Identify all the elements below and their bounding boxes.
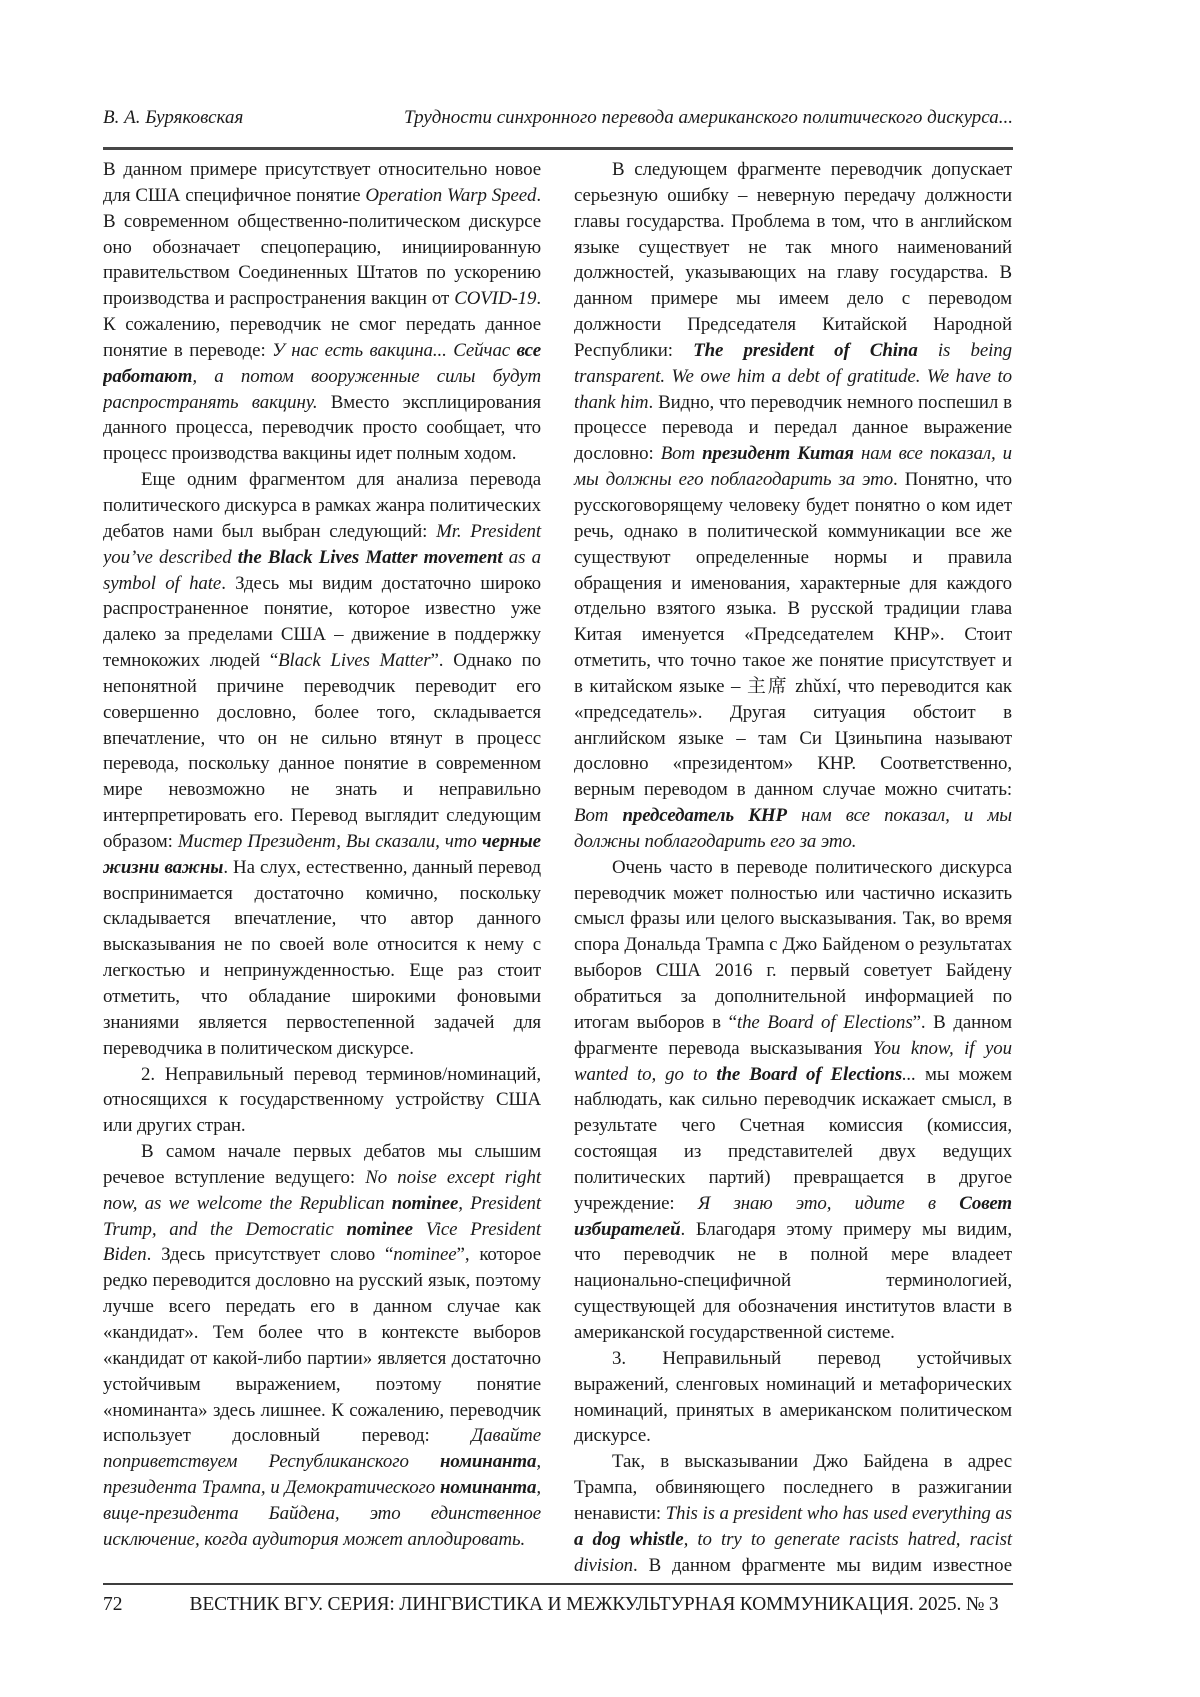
text-run: . Благодаря этому примеру мы видим, что переводчик не в полной мере владеет национально-специфичной терминологией, существующей для обозначения институтов власти в американской государственной системе. — [574, 1218, 1012, 1343]
text-run: , to try to generate racists hatred, racist division — [574, 1528, 1012, 1576]
paragraph — [574, 855, 1012, 1346]
text-run: Operation Warp Speed — [365, 184, 537, 206]
text-run: You know, if you wanted to, go to — [574, 1037, 1013, 1085]
paragraph — [103, 1062, 541, 1140]
text-run: nominee — [391, 1192, 459, 1214]
right-column — [574, 157, 1012, 1579]
text-run: ”, которое редко переводится дословно на русский язык, поэтому лучше всего передать его в данном случае как «кандидат». Тем более что в контексте выборов «кандидат от какой-либо партии» является достаточно устойчивым выражением, поэтому понятие «номинанта» здесь лишнее. К сожалению, переводчик использует дословный перевод: — [103, 1244, 541, 1447]
text-run: черные жизни важны — [103, 830, 541, 878]
text-run: Вот — [574, 805, 623, 827]
text-run: 3. Неправильный перевод устойчивых выражений, сленговых номинаций и метафорических номинаций, принятых в американском политическом дискурсе. — [574, 1347, 1012, 1447]
text-run: мы можем наблюдать, как сильно переводчик искажает смысл, в результате чего Счетная комиссия (комиссия, состоящая из представителей двух ведущих политических партий) превращается в другое учреждение: — [574, 1063, 1013, 1214]
text-run: . В данном фрагменте мы видим известное — [633, 1554, 1012, 1576]
text-run: . На слух, естественно, данный перевод воспринимается достаточно комично, поскольку складывается впечатление, что автор данного высказывания не по своей воле относится к нему с легкостью и непринужденностью. Еще раз стоит отметить, что обладание широкими фоновыми знаниями является первостепенной задачей для переводчика в политическом дискурсе. — [103, 856, 541, 1059]
text-run: Еще одним фрагментом для анализа перевода политического дискурса в рамках жанра политических дебатов нами был выбран следующий: — [103, 469, 541, 542]
text-run: as a symbol of hate — [103, 546, 541, 594]
text-run: председатель КНР — [622, 805, 787, 827]
text-run: Black Lives Matter — [278, 650, 431, 672]
text-run: COVID-19 — [454, 288, 537, 310]
text-run: , а потом вооруженные силы будут распространять вакцину. — [103, 365, 541, 413]
text-run: В данном примере присутствует относительно новое для США специфичное понятие — [103, 159, 541, 206]
text-run: Давайте поприветствуем Республиканского — [103, 1425, 541, 1473]
text-run: Мистер Президент, Вы сказали, что — [177, 830, 482, 852]
text-run: the Black Lives Matter movement — [237, 546, 503, 568]
text-run: . В современном общественно-политическом дискурсе оно обозначает спецоперацию, инициированную правительством Соединенных Штатов по ускорению производства и распространения вакцин от — [103, 184, 541, 310]
text-run: . Понятно, что русскоговорящему человеку будет понятно о ком идет речь, однако в политической коммуникации все же существуют определенные нормы и правила обращения и именования, характерные для каждого отдельно взятого языка. В русской традиции глава Китая именуется «Председателем КНР». Стоит отметить, что точно такое же понятие присутствует и в китайском языке – 主席 zhǔxí, что переводится как «председатель». Другая ситуация обстоит в английском языке – там Си Цзиньпина называют дословно «президентом» КНР. Соответственно, верным переводом в данном случае можно считать: — [574, 469, 1012, 801]
text-run: ”. Однако по непонятной причине переводчик переводит его совершенно дословно, более того, складывается впечатление, что он не сильно втянут в процесс перевода, поскольку данное понятие в современном мире невозможно не знать и неправильно интерпретировать его. Перевод выглядит следующим образом: — [103, 650, 541, 852]
footer-rule — [103, 1583, 1013, 1585]
text-run: the Board of Elections — [716, 1063, 903, 1085]
text-run: все работают — [103, 339, 542, 387]
text-run: президент Китая — [702, 443, 854, 465]
journal-title-line: ВЕСТНИК ВГУ. СЕРИЯ: ЛИНГВИСТИКА И МЕЖКУЛЬТУРНАЯ КОММУНИКАЦИЯ. 2025. № 3 — [189, 1594, 999, 1615]
running-footer — [103, 1592, 1013, 1618]
paragraph — [574, 1346, 1012, 1449]
paragraph — [103, 1139, 541, 1553]
page-number: 72 — [103, 1594, 123, 1615]
author-name: В. А. Буряковская — [103, 107, 244, 128]
text-run: . К сожалению, переводчик не смог передать данное понятие в переводе: — [103, 288, 541, 361]
running-header — [103, 106, 1013, 130]
text-run: У нас есть вакцина... Сейчас — [272, 339, 517, 361]
text-run: . Здесь присутствует слово “ — [146, 1244, 394, 1266]
left-column — [103, 157, 541, 1579]
text-run: nominee — [346, 1218, 413, 1240]
paragraph — [103, 467, 541, 1061]
text-run: Очень часто в переводе политического дискурса переводчик может полностью или частично исказить смысл фразы или целого высказывания. Так, во время спора Дональда Трампа с Джо Байденом о результатах выборов США 2016 г. первый советует Байдену обратиться за дополнительной информацией по итогам выборов в “ — [574, 856, 1012, 1033]
text-run: the Board of Elections — [736, 1011, 913, 1033]
text-run: номинанта — [440, 1477, 537, 1499]
text-run: Совет избирателей — [574, 1192, 1012, 1240]
article-body — [103, 157, 1013, 1579]
text-run: , президента Трампа, и Демократического — [103, 1451, 541, 1499]
text-run: нам все показал, и мы должны поблагодарить его за это. — [574, 805, 1012, 852]
text-run: a dog whistle — [574, 1528, 684, 1550]
text-run: В самом начале первых дебатов мы слышим речевое вступление ведущего: — [103, 1141, 541, 1188]
paragraph — [103, 157, 541, 467]
text-run: . Здесь мы видим достаточно широко распространенное понятие, которое известно уже далеко за пределами США – движение в поддержку темнокожих людей “ — [103, 572, 541, 672]
paragraph — [574, 157, 1012, 855]
text-run: ”. В данном фрагменте перевода высказывания — [574, 1011, 1012, 1059]
text-run: Так, в высказывании Джо Байдена в адрес Трампа, обвиняющего последнего в разжигании ненависти: — [574, 1451, 1012, 1524]
text-run: В следующем фрагменте переводчик допускает серьезную ошибку – неверную передачу должности главы государства. Проблема в том, что в английском языке существует не так много наименований должностей, указывающих на главу государства. В данном примере мы имеем дело с переводом должности Председателя Китайской Народной Республики: — [574, 159, 1012, 361]
text-run: Я знаю это, идите в — [697, 1192, 960, 1214]
text-run: This is a president who has used everything as — [665, 1502, 1012, 1524]
text-run: . Видно, что переводчик немного поспешил в процессе перевода и передал данное выражение дословно: — [574, 391, 1012, 465]
text-run: Вместо эксплицирования данного процесса, переводчик просто сообщает, что процесс производства вакцины идет полным ходом. — [103, 391, 542, 465]
text-run: nominee — [393, 1244, 457, 1266]
text-run: Vice President Biden — [103, 1218, 542, 1266]
text-run: , вице-президента Байдена, это единственное исключение, когда аудитория может аплодировать. — [103, 1477, 541, 1550]
header-rule — [103, 147, 1013, 150]
text-run: Mr. President you’ve described — [103, 520, 541, 568]
text-run: номинанта — [440, 1451, 537, 1473]
text-run: 2. Неправильный перевод терминов/номинаций, относящихся к государственному устройству США или других стран. — [103, 1063, 541, 1137]
text-run: is being transparent. We owe him a debt of gratitude. We have to thank him — [574, 339, 1012, 413]
text-run: нам все показал, и мы должны его поблагодарить за это — [574, 443, 1013, 491]
text-run: , President Trump, and the Democratic — [103, 1192, 542, 1240]
text-run: ... — [902, 1063, 916, 1085]
text-run: No noise except right now, as we welcome the Republican — [103, 1166, 541, 1214]
text-run: Вот — [660, 443, 703, 465]
paragraph — [574, 1449, 1012, 1579]
text-run: The president of China — [693, 339, 918, 361]
running-title: Трудности синхронного перевода американского политического дискурса... — [404, 107, 1013, 128]
